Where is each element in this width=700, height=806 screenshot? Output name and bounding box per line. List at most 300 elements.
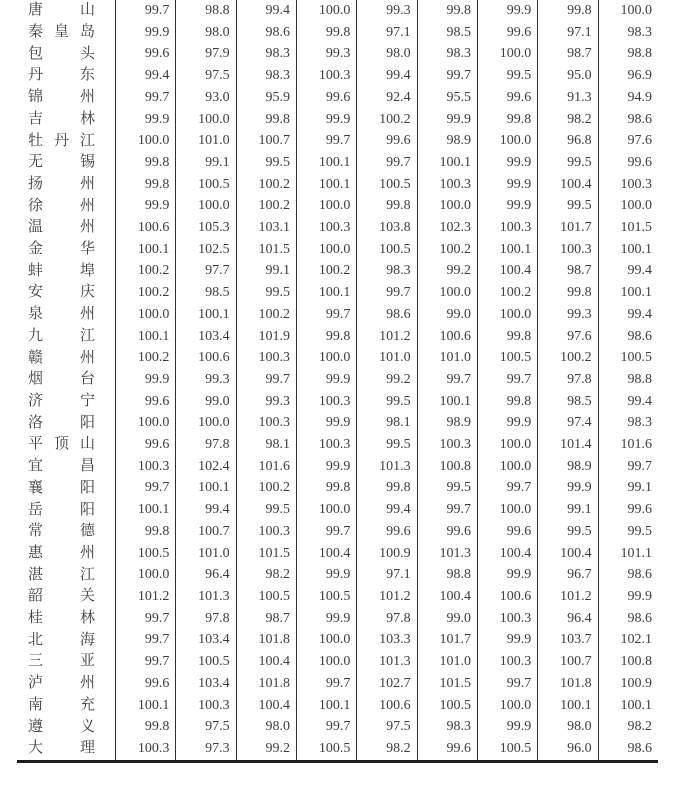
index-value-cell: 102.5 — [175, 239, 235, 261]
index-value-cell: 100.0 — [598, 0, 658, 22]
index-value-cell: 99.5 — [537, 195, 597, 217]
index-value-cell: 100.2 — [236, 304, 296, 326]
index-value-cell: 102.3 — [417, 217, 477, 239]
city-name-char: 扬 — [28, 175, 44, 192]
index-value-cell: 100.0 — [296, 0, 356, 22]
index-value-cell: 100.0 — [296, 347, 356, 369]
index-value-cell: 100.1 — [296, 152, 356, 174]
index-value-cell: 100.7 — [175, 521, 235, 543]
index-value-cell: 99.9 — [296, 109, 356, 131]
index-value-cell: 100.5 — [115, 543, 175, 565]
city-name-cell — [17, 608, 115, 630]
index-value-cell: 92.4 — [356, 87, 416, 109]
index-value-cell: 99.7 — [477, 369, 537, 391]
city-name-char: 海 — [79, 631, 95, 648]
city-name-char: 州 — [79, 544, 95, 561]
index-value-cell: 98.6 — [598, 109, 658, 131]
index-value-cell: 98.3 — [417, 43, 477, 65]
city-name-cell — [17, 586, 115, 608]
city-name-char: 皇 — [53, 24, 69, 41]
index-value-cell: 100.1 — [537, 695, 597, 717]
index-value-cell: 99.8 — [236, 109, 296, 131]
city-name-char: 州 — [79, 197, 95, 214]
table-row — [17, 695, 658, 717]
index-value-cell: 99.8 — [356, 195, 416, 217]
index-value-cell: 99.9 — [296, 608, 356, 630]
index-value-cell: 99.4 — [356, 65, 416, 87]
index-value-cell: 98.0 — [356, 43, 416, 65]
index-value-cell: 99.1 — [236, 260, 296, 282]
table-row — [17, 543, 658, 565]
index-value-cell: 100.1 — [417, 391, 477, 413]
index-value-cell: 100.6 — [175, 347, 235, 369]
index-value-cell: 99.7 — [296, 130, 356, 152]
index-value-cell: 99.9 — [296, 456, 356, 478]
index-value-cell: 98.7 — [236, 608, 296, 630]
city-name-cell — [17, 195, 115, 217]
index-value-cell: 100.7 — [236, 130, 296, 152]
city-name-char: 徐 — [28, 197, 44, 214]
index-value-cell: 101.6 — [598, 434, 658, 456]
index-value-cell: 99.0 — [175, 391, 235, 413]
index-value-cell: 100.2 — [236, 174, 296, 196]
city-name-char: 阳 — [79, 501, 95, 518]
index-value-cell: 97.8 — [537, 369, 597, 391]
index-value-cell: 100.2 — [115, 282, 175, 304]
city-name-char: 埠 — [79, 262, 95, 279]
city-name-char: 安 — [28, 284, 44, 301]
index-value-cell: 100.8 — [598, 651, 658, 673]
city-name-cell — [17, 369, 115, 391]
index-value-cell: 97.8 — [175, 434, 235, 456]
index-value-cell: 100.1 — [115, 695, 175, 717]
index-value-cell: 100.3 — [477, 217, 537, 239]
index-value-cell: 99.5 — [537, 521, 597, 543]
index-value-cell: 99.7 — [356, 152, 416, 174]
index-value-cell: 100.5 — [417, 695, 477, 717]
table-row — [17, 673, 658, 695]
index-value-cell: 99.8 — [356, 477, 416, 499]
index-value-cell: 100.0 — [296, 239, 356, 261]
table-row — [17, 152, 658, 174]
index-value-cell: 100.1 — [477, 239, 537, 261]
index-value-cell: 101.3 — [356, 456, 416, 478]
table-row — [17, 629, 658, 651]
index-value-cell: 98.0 — [537, 716, 597, 738]
index-value-cell: 97.1 — [356, 564, 416, 586]
index-value-cell: 100.3 — [296, 217, 356, 239]
index-value-cell: 99.8 — [537, 282, 597, 304]
index-value-cell: 103.3 — [356, 629, 416, 651]
index-value-cell: 101.5 — [236, 543, 296, 565]
index-value-cell: 100.5 — [296, 738, 356, 760]
index-value-cell: 99.6 — [477, 22, 537, 44]
index-value-cell: 100.1 — [598, 695, 658, 717]
index-value-cell: 100.4 — [477, 260, 537, 282]
index-value-cell: 100.3 — [115, 738, 175, 760]
index-value-cell: 97.7 — [175, 260, 235, 282]
city-name-cell — [17, 521, 115, 543]
index-value-cell: 98.6 — [598, 326, 658, 348]
index-value-cell: 100.9 — [598, 673, 658, 695]
index-value-cell: 100.5 — [477, 347, 537, 369]
index-value-cell: 98.8 — [598, 369, 658, 391]
index-value-cell: 101.2 — [115, 586, 175, 608]
index-value-cell: 99.4 — [598, 260, 658, 282]
index-value-cell: 91.3 — [537, 87, 597, 109]
index-value-cell: 99.6 — [356, 130, 416, 152]
city-name-char: 泸 — [28, 675, 44, 692]
city-name-cell — [17, 347, 115, 369]
index-value-cell: 99.0 — [417, 304, 477, 326]
index-value-cell: 98.2 — [537, 109, 597, 131]
index-value-cell: 93.0 — [175, 87, 235, 109]
index-value-cell: 99.9 — [477, 629, 537, 651]
city-name-char: 充 — [79, 696, 95, 713]
index-value-cell: 100.0 — [417, 282, 477, 304]
city-name-cell — [17, 239, 115, 261]
city-name-char: 华 — [79, 241, 95, 258]
index-value-cell: 97.4 — [537, 412, 597, 434]
index-value-cell: 100.1 — [115, 239, 175, 261]
index-value-cell: 100.2 — [115, 347, 175, 369]
index-value-cell: 101.5 — [236, 239, 296, 261]
index-value-cell: 100.0 — [296, 629, 356, 651]
index-value-cell: 99.7 — [296, 673, 356, 695]
index-value-cell: 98.1 — [236, 434, 296, 456]
index-value-cell: 99.5 — [537, 152, 597, 174]
index-value-cell: 100.6 — [417, 326, 477, 348]
index-value-cell: 101.0 — [175, 543, 235, 565]
index-value-cell: 98.6 — [598, 564, 658, 586]
city-name-char: 金 — [28, 241, 44, 258]
index-value-cell: 99.8 — [477, 109, 537, 131]
index-value-cell: 99.9 — [115, 195, 175, 217]
index-value-cell: 100.1 — [296, 695, 356, 717]
index-value-cell: 100.4 — [417, 586, 477, 608]
index-value-cell: 99.8 — [115, 174, 175, 196]
city-name-char: 南 — [28, 696, 44, 713]
index-value-cell: 99.2 — [417, 260, 477, 282]
index-value-cell: 100.1 — [115, 499, 175, 521]
city-name-char: 岳 — [28, 501, 44, 518]
index-value-cell: 99.9 — [296, 412, 356, 434]
index-value-cell: 100.3 — [417, 434, 477, 456]
index-value-cell: 94.9 — [598, 87, 658, 109]
index-value-cell: 100.1 — [598, 282, 658, 304]
index-value-cell: 99.7 — [236, 369, 296, 391]
index-value-cell: 100.6 — [356, 695, 416, 717]
city-name-char: 吉 — [28, 110, 44, 127]
index-value-cell: 99.7 — [115, 629, 175, 651]
table-row — [17, 282, 658, 304]
table-row — [17, 391, 658, 413]
index-value-cell: 98.3 — [236, 65, 296, 87]
index-value-cell: 101.8 — [537, 673, 597, 695]
city-name-cell — [17, 673, 115, 695]
city-name-char: 牡 — [28, 132, 44, 149]
city-name-char: 东 — [79, 67, 95, 84]
index-value-cell: 100.4 — [477, 543, 537, 565]
index-value-cell: 100.5 — [296, 586, 356, 608]
index-value-cell: 100.0 — [477, 695, 537, 717]
index-value-cell: 100.5 — [477, 738, 537, 760]
city-name-cell — [17, 0, 115, 22]
index-value-cell: 100.3 — [115, 456, 175, 478]
city-name-char: 泉 — [28, 306, 44, 323]
city-name-cell — [17, 543, 115, 565]
city-name-cell — [17, 174, 115, 196]
index-value-cell: 100.2 — [115, 260, 175, 282]
index-value-cell: 103.1 — [236, 217, 296, 239]
index-value-cell: 99.6 — [115, 434, 175, 456]
index-value-cell: 99.7 — [296, 521, 356, 543]
index-value-cell: 98.3 — [598, 22, 658, 44]
index-value-cell: 100.7 — [537, 651, 597, 673]
index-value-cell: 99.9 — [477, 152, 537, 174]
index-value-cell: 99.7 — [115, 651, 175, 673]
table-row — [17, 174, 658, 196]
index-value-cell: 99.6 — [477, 87, 537, 109]
city-name-char: 常 — [28, 523, 44, 540]
index-value-cell: 100.6 — [477, 586, 537, 608]
city-name-cell — [17, 651, 115, 673]
index-value-cell: 98.5 — [175, 282, 235, 304]
index-value-cell: 97.8 — [356, 608, 416, 630]
city-name-char: 江 — [79, 566, 95, 583]
city-name-char: 关 — [79, 588, 95, 605]
index-value-cell: 101.8 — [236, 673, 296, 695]
index-value-cell: 96.8 — [537, 130, 597, 152]
table-row — [17, 499, 658, 521]
index-value-cell: 99.4 — [598, 304, 658, 326]
index-value-cell: 103.4 — [175, 629, 235, 651]
index-value-cell: 99.8 — [115, 716, 175, 738]
index-value-cell: 99.6 — [115, 391, 175, 413]
index-value-cell: 100.9 — [356, 543, 416, 565]
index-value-cell: 99.9 — [115, 109, 175, 131]
table-row — [17, 586, 658, 608]
index-value-cell: 100.0 — [115, 304, 175, 326]
index-value-cell: 99.6 — [417, 738, 477, 760]
index-value-cell: 100.3 — [296, 391, 356, 413]
city-name-char: 锦 — [28, 89, 44, 106]
table-row — [17, 716, 658, 738]
city-name-char: 平 — [28, 436, 44, 453]
index-value-cell: 98.6 — [598, 608, 658, 630]
index-value-cell: 98.6 — [236, 22, 296, 44]
index-value-cell: 99.5 — [356, 391, 416, 413]
index-value-cell: 99.7 — [115, 87, 175, 109]
index-value-cell: 99.9 — [115, 369, 175, 391]
index-value-cell: 96.4 — [175, 564, 235, 586]
index-value-cell: 98.2 — [356, 738, 416, 760]
city-name-char: 州 — [79, 219, 95, 236]
index-value-cell: 99.4 — [356, 499, 416, 521]
index-value-cell: 99.7 — [598, 456, 658, 478]
table-row — [17, 195, 658, 217]
city-name-char: 州 — [79, 349, 95, 366]
table-row — [17, 412, 658, 434]
city-name-char: 州 — [79, 89, 95, 106]
index-value-cell: 103.8 — [356, 217, 416, 239]
index-value-cell: 101.1 — [598, 543, 658, 565]
index-value-cell: 101.5 — [598, 217, 658, 239]
table-row — [17, 260, 658, 282]
index-value-cell: 99.8 — [296, 326, 356, 348]
table-row — [17, 456, 658, 478]
city-name-char: 州 — [79, 306, 95, 323]
index-value-cell: 99.9 — [598, 586, 658, 608]
index-value-cell: 100.3 — [598, 174, 658, 196]
index-value-cell: 100.4 — [537, 543, 597, 565]
index-value-cell: 99.9 — [537, 477, 597, 499]
index-value-cell: 101.4 — [537, 434, 597, 456]
index-value-cell: 99.5 — [356, 434, 416, 456]
city-name-char: 江 — [79, 327, 95, 344]
index-value-cell: 101.2 — [356, 586, 416, 608]
index-value-cell: 100.4 — [236, 695, 296, 717]
index-value-cell: 99.8 — [296, 22, 356, 44]
city-name-char: 济 — [28, 393, 44, 409]
city-name-char: 蚌 — [28, 262, 44, 279]
index-value-cell: 101.3 — [417, 543, 477, 565]
index-value-cell: 98.9 — [537, 456, 597, 478]
city-name-char: 义 — [79, 718, 95, 735]
city-name-char: 韶 — [28, 588, 44, 605]
index-value-cell: 99.9 — [477, 0, 537, 22]
city-name-char: 宜 — [28, 458, 44, 475]
city-name-char: 江 — [79, 132, 95, 149]
index-value-cell: 101.0 — [356, 347, 416, 369]
index-value-cell: 102.4 — [175, 456, 235, 478]
index-value-cell: 99.1 — [175, 152, 235, 174]
index-value-cell: 100.5 — [598, 347, 658, 369]
index-value-cell: 95.5 — [417, 87, 477, 109]
table-bottom-border — [17, 760, 658, 763]
city-name-cell — [17, 326, 115, 348]
city-name-char: 大 — [28, 740, 44, 757]
city-name-cell — [17, 434, 115, 456]
index-value-cell: 100.0 — [115, 564, 175, 586]
index-value-cell: 103.4 — [175, 673, 235, 695]
index-value-cell: 100.2 — [296, 260, 356, 282]
index-value-cell: 100.0 — [477, 499, 537, 521]
index-value-cell: 100.3 — [236, 521, 296, 543]
city-name-char: 湛 — [28, 566, 44, 583]
index-value-cell: 100.4 — [296, 543, 356, 565]
index-value-cell: 99.9 — [477, 716, 537, 738]
index-value-cell: 98.8 — [598, 43, 658, 65]
city-name-cell — [17, 738, 115, 760]
index-value-cell: 100.0 — [477, 43, 537, 65]
index-value-cell: 96.9 — [598, 65, 658, 87]
index-value-cell: 101.3 — [175, 586, 235, 608]
index-value-cell: 100.2 — [356, 109, 416, 131]
index-value-cell: 96.0 — [537, 738, 597, 760]
index-value-cell: 100.4 — [537, 174, 597, 196]
index-value-cell: 97.3 — [175, 738, 235, 760]
index-value-cell: 98.7 — [537, 43, 597, 65]
city-name-cell — [17, 65, 115, 87]
index-value-cell: 99.9 — [477, 412, 537, 434]
index-value-cell: 99.7 — [115, 608, 175, 630]
index-value-cell: 98.0 — [175, 22, 235, 44]
index-value-cell: 100.5 — [356, 239, 416, 261]
index-value-cell: 100.4 — [236, 651, 296, 673]
index-value-cell: 98.2 — [598, 716, 658, 738]
index-value-cell: 99.8 — [296, 477, 356, 499]
index-value-cell: 100.0 — [417, 195, 477, 217]
index-value-cell: 100.5 — [175, 651, 235, 673]
index-value-cell: 105.3 — [175, 217, 235, 239]
table-row — [17, 217, 658, 239]
index-value-cell: 99.7 — [477, 673, 537, 695]
index-value-cell: 99.9 — [115, 22, 175, 44]
city-name-char: 理 — [79, 740, 95, 757]
index-value-cell: 100.1 — [417, 152, 477, 174]
index-value-cell: 99.5 — [477, 65, 537, 87]
index-value-cell: 99.7 — [477, 477, 537, 499]
city-name-char: 岛 — [79, 24, 95, 41]
index-value-cell: 99.5 — [236, 282, 296, 304]
table-row — [17, 0, 658, 22]
index-value-cell: 100.3 — [236, 347, 296, 369]
city-name-cell — [17, 412, 115, 434]
city-name-cell — [17, 564, 115, 586]
index-value-cell: 100.2 — [236, 195, 296, 217]
city-name-char: 赣 — [28, 349, 44, 366]
table-row — [17, 326, 658, 348]
index-value-cell: 99.6 — [598, 152, 658, 174]
index-value-cell: 99.6 — [356, 521, 416, 543]
city-name-char: 亚 — [79, 653, 95, 670]
table-row — [17, 43, 658, 65]
city-name-cell — [17, 499, 115, 521]
index-value-cell: 99.0 — [417, 608, 477, 630]
index-value-cell: 101.7 — [537, 217, 597, 239]
city-name-cell — [17, 87, 115, 109]
index-value-cell: 100.5 — [236, 586, 296, 608]
index-value-cell: 100.0 — [477, 456, 537, 478]
index-value-cell: 97.5 — [356, 716, 416, 738]
index-value-cell: 100.2 — [417, 239, 477, 261]
table-row — [17, 239, 658, 261]
table-row — [17, 347, 658, 369]
index-value-cell: 100.0 — [598, 195, 658, 217]
index-value-cell: 99.3 — [236, 391, 296, 413]
table-row — [17, 130, 658, 152]
city-name-char: 锡 — [79, 154, 95, 171]
index-value-cell: 99.5 — [417, 477, 477, 499]
index-value-cell: 100.0 — [296, 499, 356, 521]
index-value-cell: 100.1 — [115, 326, 175, 348]
table-row — [17, 65, 658, 87]
index-value-cell: 99.9 — [417, 109, 477, 131]
index-value-cell: 99.8 — [477, 326, 537, 348]
index-value-cell: 100.0 — [296, 651, 356, 673]
index-value-cell: 97.1 — [537, 22, 597, 44]
city-name-cell — [17, 629, 115, 651]
city-name-char: 昌 — [79, 458, 95, 475]
index-value-cell: 98.3 — [356, 260, 416, 282]
city-name-char: 三 — [28, 653, 44, 670]
city-name-cell — [17, 477, 115, 499]
index-value-cell: 99.8 — [115, 152, 175, 174]
index-value-cell: 100.3 — [296, 434, 356, 456]
index-value-cell: 98.3 — [236, 43, 296, 65]
index-value-cell: 97.6 — [598, 130, 658, 152]
